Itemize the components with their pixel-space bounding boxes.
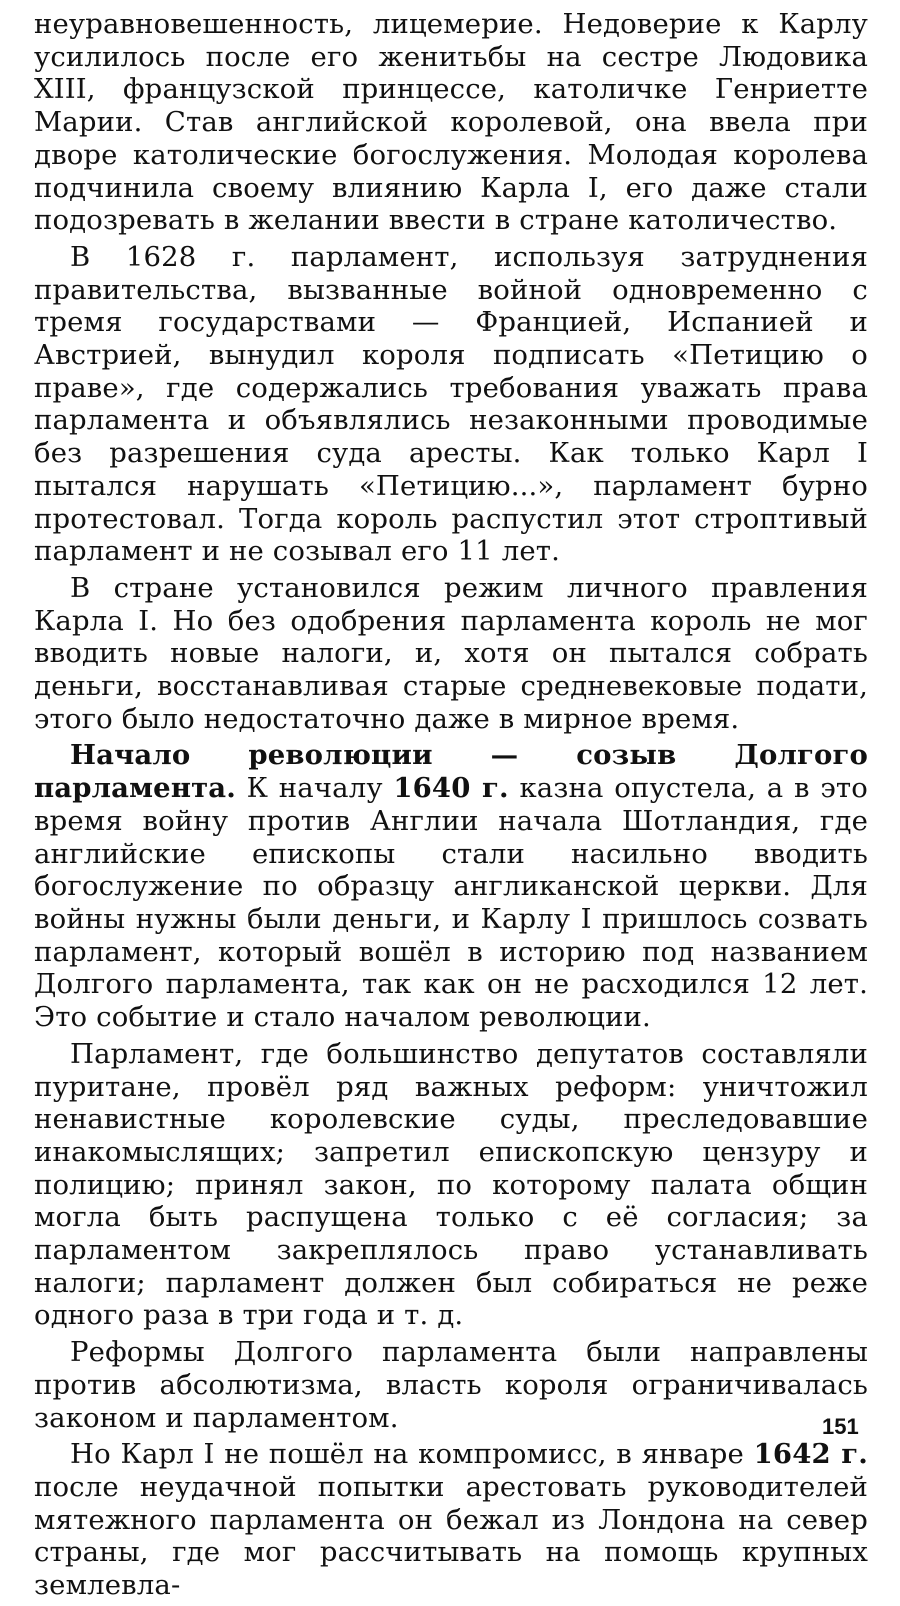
- paragraph-5: Парламент, где большинство депутатов составляли пуритане, провёл ряд важных реформ: уничтожил ненавистные королевские суды, преследовавшие инакомыслящих; запретил епископскую цензуру и полицию; принял закон, по которому палата общин могла быть распущена только с её согласия; за парламентом закреплялось право устанавливать налоги; парламент должен был собираться не реже одного раза в три года и т. д.: [34, 1037, 868, 1332]
- section-heading: Начало революции — созыв Долгого парламента.: [34, 739, 868, 805]
- paragraph-4: [34, 739, 868, 1033]
- page-text: [34, 8, 868, 1606]
- paragraph-2: В 1628 г. парламент, используя затруднения правительства, вызванные войной одновременно с тремя государствами — Францией, Испанией и Австрией, вынудил короля подписать «Петицию о праве», где содержались требования уважать права парламента и объявлялись незаконными проводимые без разрешения суда аресты. Как только Карл I пытался нарушать «Петицию...», парламент бурно протестовал. Тогда король распустил этот строптивый парламент и не созывал его 11 лет.: [34, 240, 868, 568]
- paragraph-7: [34, 1438, 868, 1602]
- paragraph-6: Реформы Долгого парламента были направлены против абсолютизма, власть короля ограничивалась законом и парламентом.: [34, 1336, 868, 1434]
- paragraph-7-text-a: Но Карл I не пошёл на компромисс, в январе: [70, 1438, 754, 1471]
- paragraph-3: В стране установился режим личного правления Карла I. Но без одобрения парламента король не мог вводить новые налоги, и, хотя он пытался собрать деньги, восстанавливая старые средневековые подати, этого было недостаточно даже в мирное время.: [34, 571, 868, 735]
- paragraph-7-text-b: после неудачной попытки арестовать руководителей мятежного парламента он бежал из Лондона на север страны, где мог рассчитывать на помощь крупных землевла-: [34, 1470, 868, 1602]
- paragraph-4-text-a: К началу: [235, 772, 394, 805]
- page-number: 151: [822, 1414, 859, 1439]
- bold-year-1642: 1642 г.: [753, 1438, 868, 1471]
- bold-year-1640: 1640 г.: [393, 772, 509, 805]
- paragraph-4-text-b: казна опустела, а в это время войну против Англии начала Шотландия, где английские епископы стали насильно вводить богослужение по образцу англиканской церкви. Для войны нужны были деньги, и Карлу I пришлось созвать парламент, который вошёл в историю под названием Долгого парламента, так как он не расходился 12 лет. Это событие и стало началом революции.: [34, 772, 868, 1034]
- paragraph-1: неуравновешенность, лицемерие. Недоверие к Карлу усилилось после его женитьбы на сестре Людовика XIII, французской принцессе, католичке Генриетте Марии. Став английской королевой, она ввела при дворе католические богослужения. Молодая королева подчинила своему влиянию Карла I, его даже стали подозревать в желании ввести в стране католичество.: [34, 8, 868, 237]
